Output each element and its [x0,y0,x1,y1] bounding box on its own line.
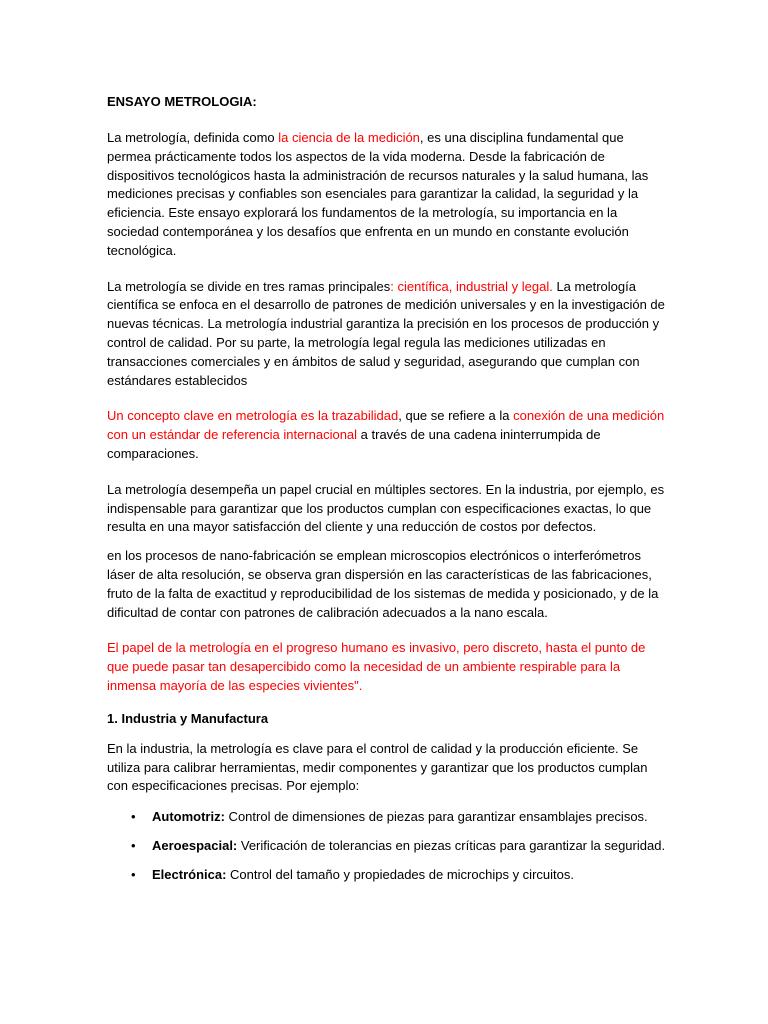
item-term: Electrónica: [152,867,227,883]
paragraph-traceability [107,407,668,463]
item-text: Verificación de tolerancias en piezas críticas para garantizar la seguridad. [237,838,666,854]
highlight-text: la ciencia de la medición [278,130,420,145]
paragraph-quote: El papel de la metrología en el progreso humano es invasivo, pero discreto, hasta el punto de que puede pasar tan desapercibido como la necesidad de un ambiente respirable para la inmensa mayoría de las especies vivientes". [107,640,646,693]
paragraph-sectors: La metrología desempeña un papel crucial en múltiples sectores. En la industria, por ejemplo, es indispensable para garantizar que los productos cumplan con especificaciones exactas, lo que resulta en una mayor satisfacción del cliente y una reducción de costos por defectos. [107,481,665,535]
document-title: ENSAYO METROLOGIA: [107,94,257,109]
list-item [107,866,668,884]
item-text: Control de dimensiones de piezas para garantizar ensamblajes precisos. [224,809,648,825]
item-term: Aeroespacial: [152,838,238,854]
text: La metrología, definida como [107,130,279,145]
paragraph-nanofab: en los procesos de nano-fabricación se emplean microscopios electrónicos o interferómetros láser de alta resolución, se observa gran dispersión en las características de las fabricaciones, fruto de la falta de exactitud y reproducibilidad de los sistemas de medida y posicionado, y de la dificultad de contar con patrones de calibración adecuados a la nano escala. [107,548,659,620]
bullet-icon: • [131,809,136,825]
list-item [107,837,668,855]
examples-list [107,808,668,884]
section-heading: 1. Industria y Manufactura [107,710,269,726]
highlight-text: Un concepto clave en metrología es la trazabilidad [107,408,399,424]
section-intro: En la industria, la metrología es clave para el control de calidad y la producción eficiente. Se utiliza para calibrar herramientas, medir componentes y garantizar que los productos cumplan con especificaciones precisas. Por ejemplo: [107,740,648,794]
text: La metrología se divide en tres ramas principales [107,278,391,294]
item-term: Automotriz: [152,809,225,825]
highlight-text: conexión de una medición con un estándar de referencia internacional [107,408,665,443]
bullet-icon: • [131,867,136,883]
text: La metrología científica se enfoca en el desarrollo de patrones de medición universales y en la investigación de nuevas técnicas. La metrología industrial garantiza la precisión en los procesos de producción y control de calidad. Por su parte, la metrología legal regula las mediciones utilizadas en transacciones comerciales y en ámbitos de salud y seguridad, asegurando que cumplan con estándares establecidos [107,278,665,388]
text: , que se refiere a la [398,408,514,424]
paragraph-intro [107,129,668,261]
item-text: Control del tamaño y propiedades de microchips y circuitos. [226,867,574,883]
list-item [107,808,668,826]
highlight-text: : científica, industrial y legal. [390,278,553,294]
bullet-icon: • [131,838,136,854]
paragraph-branches [107,278,668,391]
text: a través de una cadena ininterrumpida de comparaciones. [107,427,601,461]
text: , es una disciplina fundamental que permea prácticamente todos los aspectos de la vida moderna. Desde la fabricación de dispositivos tecnológicos hasta la administración de recursos naturales y la salud humana, las mediciones precisas y confiables son esenciales para garantizar la calidad, la seguridad y la eficiencia. Este ensayo explorará los fundamentos de la metrología, su importancia en la sociedad contemporánea y los desafíos que enfrenta en un mundo en constante evolución tecnológica. [107,130,649,258]
